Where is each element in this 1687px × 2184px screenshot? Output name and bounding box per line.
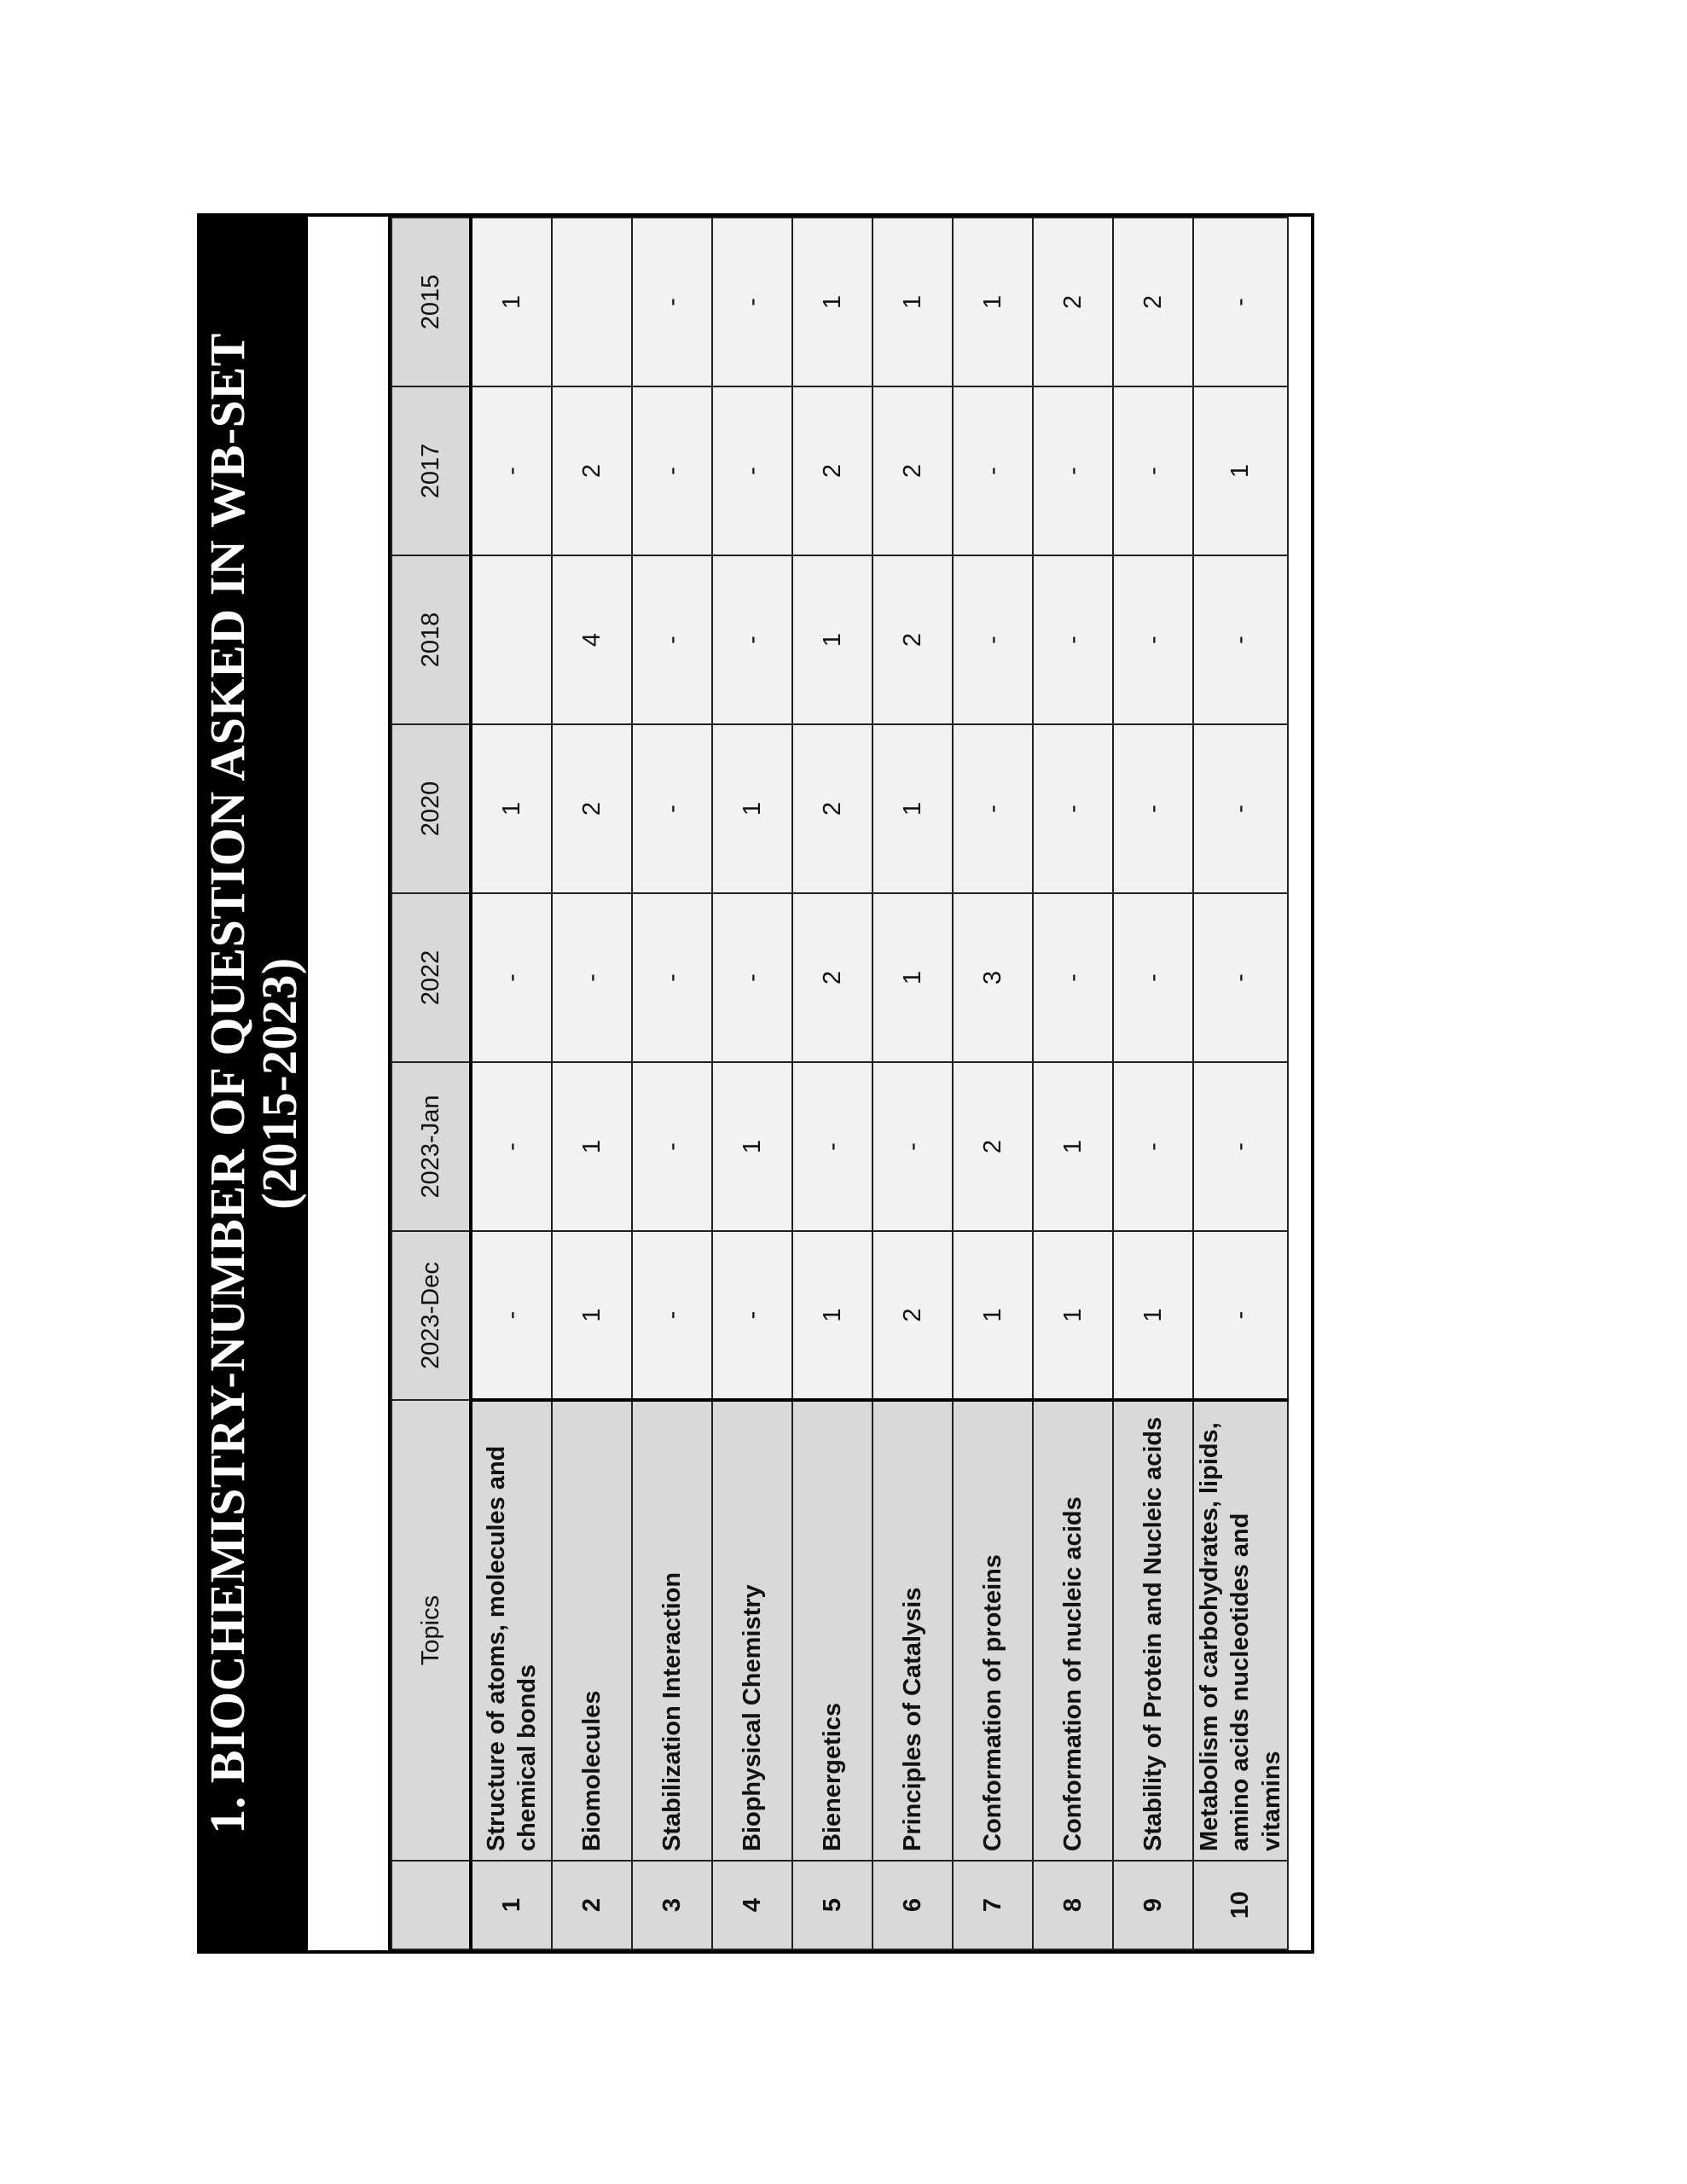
count-cell: - — [1193, 555, 1288, 724]
count-cell: 4 — [552, 555, 632, 724]
row-number: 2 — [552, 1861, 632, 1949]
count-cell: - — [632, 1231, 712, 1400]
count-cell: - — [1033, 555, 1113, 724]
row-number: 10 — [1193, 1861, 1288, 1949]
table-body — [471, 218, 1288, 1949]
count-cell: 1 — [872, 218, 953, 386]
topic-cell: Bienergetics — [792, 1400, 872, 1861]
count-cell: 2 — [792, 386, 872, 555]
header-2015: 2015 — [391, 218, 471, 386]
count-cell: - — [1193, 1231, 1288, 1400]
count-cell: - — [712, 386, 792, 555]
table-row — [1193, 218, 1288, 1949]
table-row — [712, 218, 792, 1949]
row-number: 5 — [792, 1861, 872, 1949]
count-cell: - — [712, 893, 792, 1062]
count-cell: 1 — [872, 893, 953, 1062]
row-number: 6 — [872, 1861, 953, 1949]
count-cell: 1 — [792, 218, 872, 386]
count-cell: - — [1193, 1062, 1288, 1231]
count-cell: 1 — [1113, 1231, 1193, 1400]
count-cell: - — [1033, 724, 1113, 893]
count-cell: - — [471, 386, 552, 555]
count-cell: - — [1193, 218, 1288, 386]
count-cell: 2 — [872, 1231, 953, 1400]
count-cell: - — [632, 555, 712, 724]
table-row — [792, 218, 872, 1949]
title-band — [200, 217, 308, 1950]
count-cell: 1 — [953, 218, 1033, 386]
header-2020: 2020 — [391, 724, 471, 893]
count-cell: - — [471, 1231, 552, 1400]
count-cell: 1 — [712, 724, 792, 893]
header-topics: Topics — [391, 1400, 471, 1861]
topic-cell: Conformation of proteins — [953, 1400, 1033, 1861]
row-number: 3 — [632, 1861, 712, 1949]
rotated-sheet — [197, 213, 1314, 1954]
table-header-row — [391, 218, 471, 1949]
count-cell: - — [1193, 724, 1288, 893]
count-cell: - — [471, 1062, 552, 1231]
table-row — [1033, 218, 1113, 1949]
count-cell: - — [1113, 893, 1193, 1062]
count-cell: - — [872, 1062, 953, 1231]
count-cell: - — [1113, 555, 1193, 724]
count-cell: 1 — [712, 1062, 792, 1231]
table-row — [552, 218, 632, 1949]
count-cell: 1 — [471, 218, 552, 386]
count-cell: - — [712, 218, 792, 386]
row-number: 8 — [1033, 1861, 1113, 1949]
header-2023-jan: 2023-Jan — [391, 1062, 471, 1231]
count-cell: - — [471, 893, 552, 1062]
count-cell: 1 — [953, 1231, 1033, 1400]
table-row — [1113, 218, 1193, 1949]
row-number: 9 — [1113, 1861, 1193, 1949]
questions-table — [391, 217, 1289, 1950]
count-cell: - — [632, 893, 712, 1062]
topic-cell: Conformation of nucleic acids — [1033, 1400, 1113, 1861]
count-cell: - — [712, 1231, 792, 1400]
table-row — [471, 218, 552, 1949]
count-cell: 2 — [1113, 218, 1193, 386]
count-cell: - — [1113, 386, 1193, 555]
row-number: 1 — [471, 1861, 552, 1949]
count-cell: - — [552, 893, 632, 1062]
count-cell: - — [632, 218, 712, 386]
count-cell: 2 — [872, 555, 953, 724]
header-2023-dec: 2023-Dec — [391, 1231, 471, 1400]
topic-cell: Principles of Catalysis — [872, 1400, 953, 1861]
topic-cell: Structure of atoms, molecules and chemical bonds — [471, 1400, 552, 1861]
count-cell: 2 — [552, 724, 632, 893]
count-cell: 2 — [552, 386, 632, 555]
count-cell: 1 — [1033, 1231, 1113, 1400]
topic-cell: Biomolecules — [552, 1400, 632, 1861]
table-row — [953, 218, 1033, 1949]
topic-cell: Metabolism of carbohydrates, lipids, amino acids nucleotides and vitamins — [1193, 1400, 1288, 1861]
count-cell: - — [632, 1062, 712, 1231]
count-cell: 3 — [953, 893, 1033, 1062]
count-cell: 2 — [792, 893, 872, 1062]
count-cell: 1 — [1033, 1062, 1113, 1231]
count-cell: 1 — [792, 555, 872, 724]
table-row — [632, 218, 712, 1949]
topic-cell: Stabilization Interaction — [632, 1400, 712, 1861]
title-line-2: (2015-2023) — [252, 957, 307, 1210]
header-number — [391, 1861, 471, 1949]
count-cell: 2 — [792, 724, 872, 893]
header-2018: 2018 — [391, 555, 471, 724]
count-cell: - — [712, 555, 792, 724]
title-line-1: 1. BIOCHEMISTRY-NUMBER OF QUESTION ASKED IN WB-SET — [200, 333, 256, 1834]
count-cell: - — [953, 724, 1033, 893]
count-cell: 2 — [1033, 218, 1113, 386]
count-cell: - — [632, 724, 712, 893]
row-number: 7 — [953, 1861, 1033, 1949]
count-cell: 1 — [872, 724, 953, 893]
topic-cell: Biophysical Chemistry — [712, 1400, 792, 1861]
count-cell: - — [1033, 893, 1113, 1062]
count-cell: 2 — [953, 1062, 1033, 1231]
count-cell: - — [953, 386, 1033, 555]
table-row — [872, 218, 953, 1949]
count-cell: - — [632, 386, 712, 555]
count-cell: - — [953, 555, 1033, 724]
count-cell: 1 — [552, 1231, 632, 1400]
header-2017: 2017 — [391, 386, 471, 555]
count-cell: 1 — [552, 1062, 632, 1231]
count-cell: 1 — [1193, 386, 1288, 555]
count-cell: - — [1113, 724, 1193, 893]
count-cell: 1 — [471, 724, 552, 893]
title-spacer — [308, 217, 391, 1950]
count-cell: 2 — [872, 386, 953, 555]
count-cell: - — [1113, 1062, 1193, 1231]
header-2022: 2022 — [391, 893, 471, 1062]
count-cell — [552, 218, 632, 386]
count-cell: - — [1033, 386, 1113, 555]
row-number: 4 — [712, 1861, 792, 1949]
count-cell: 1 — [792, 1231, 872, 1400]
count-cell: - — [1193, 893, 1288, 1062]
topic-cell: Stability of Protein and Nucleic acids — [1113, 1400, 1193, 1861]
count-cell — [471, 555, 552, 724]
count-cell: - — [792, 1062, 872, 1231]
